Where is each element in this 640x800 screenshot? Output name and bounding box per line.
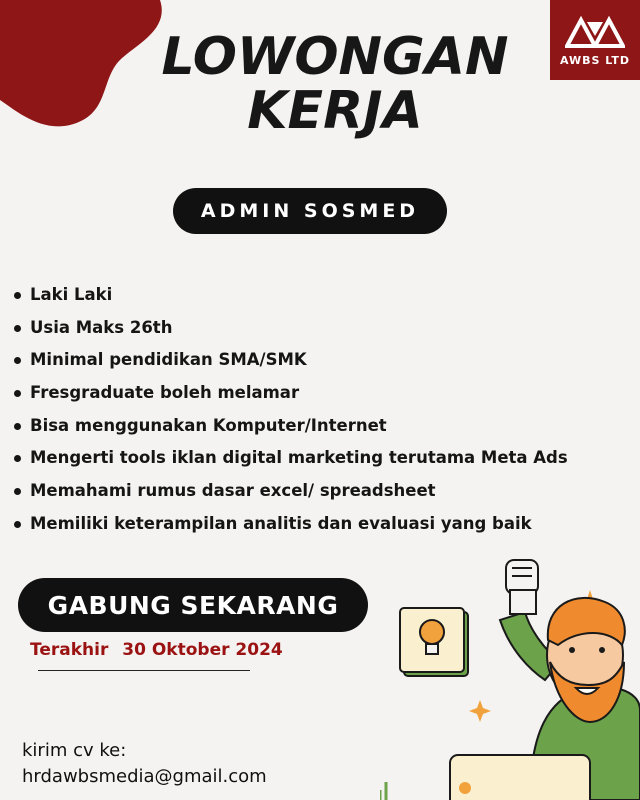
list-item: Bisa menggunakan Komputer/Internet <box>12 413 612 446</box>
bullet-icon <box>14 325 21 332</box>
decorative-red-blob <box>0 0 170 130</box>
title-line-1: LOWONGAN <box>161 27 509 87</box>
list-item: Usia Maks 26th <box>12 315 612 348</box>
divider <box>38 670 250 671</box>
bullet-icon <box>14 357 21 364</box>
awbs-triangle-logo-icon <box>565 14 625 48</box>
contact-email[interactable]: hrdawbsmedia@gmail.com <box>22 766 267 787</box>
deadline-date: 30 Oktober 2024 <box>122 640 283 660</box>
title-line-2: KERJA <box>247 81 423 141</box>
page-title <box>150 27 520 141</box>
list-item: Mengerti tools iklan digital marketing terutama Meta Ads <box>12 445 612 478</box>
job-position-badge: ADMIN SOSMED <box>173 188 447 234</box>
requirements-list <box>12 282 612 544</box>
bullet-icon <box>14 455 21 462</box>
bullet-icon <box>14 292 21 299</box>
deadline-label: Terakhir <box>30 640 109 660</box>
contact-label: kirim cv ke: <box>22 740 127 761</box>
list-item: Minimal pendidikan SMA/SMK <box>12 347 612 380</box>
bullet-icon <box>14 423 21 430</box>
join-now-button[interactable]: GABUNG SEKARANG <box>18 578 368 632</box>
bullet-icon <box>14 488 21 495</box>
company-logo <box>550 0 640 80</box>
list-item: Laki Laki <box>12 282 612 315</box>
list-item: Memahami rumus dasar excel/ spreadsheet <box>12 478 612 511</box>
celebrating-man-illustration-icon <box>380 550 640 800</box>
contact-info <box>22 738 267 790</box>
logo-text: AWBS LTD <box>559 54 631 67</box>
bullet-icon <box>14 521 21 528</box>
list-item: Memiliki keterampilan analitis dan evaluasi yang baik <box>12 511 612 544</box>
bullet-icon <box>14 390 21 397</box>
deadline <box>30 640 283 660</box>
list-item: Fresgraduate boleh melamar <box>12 380 612 413</box>
